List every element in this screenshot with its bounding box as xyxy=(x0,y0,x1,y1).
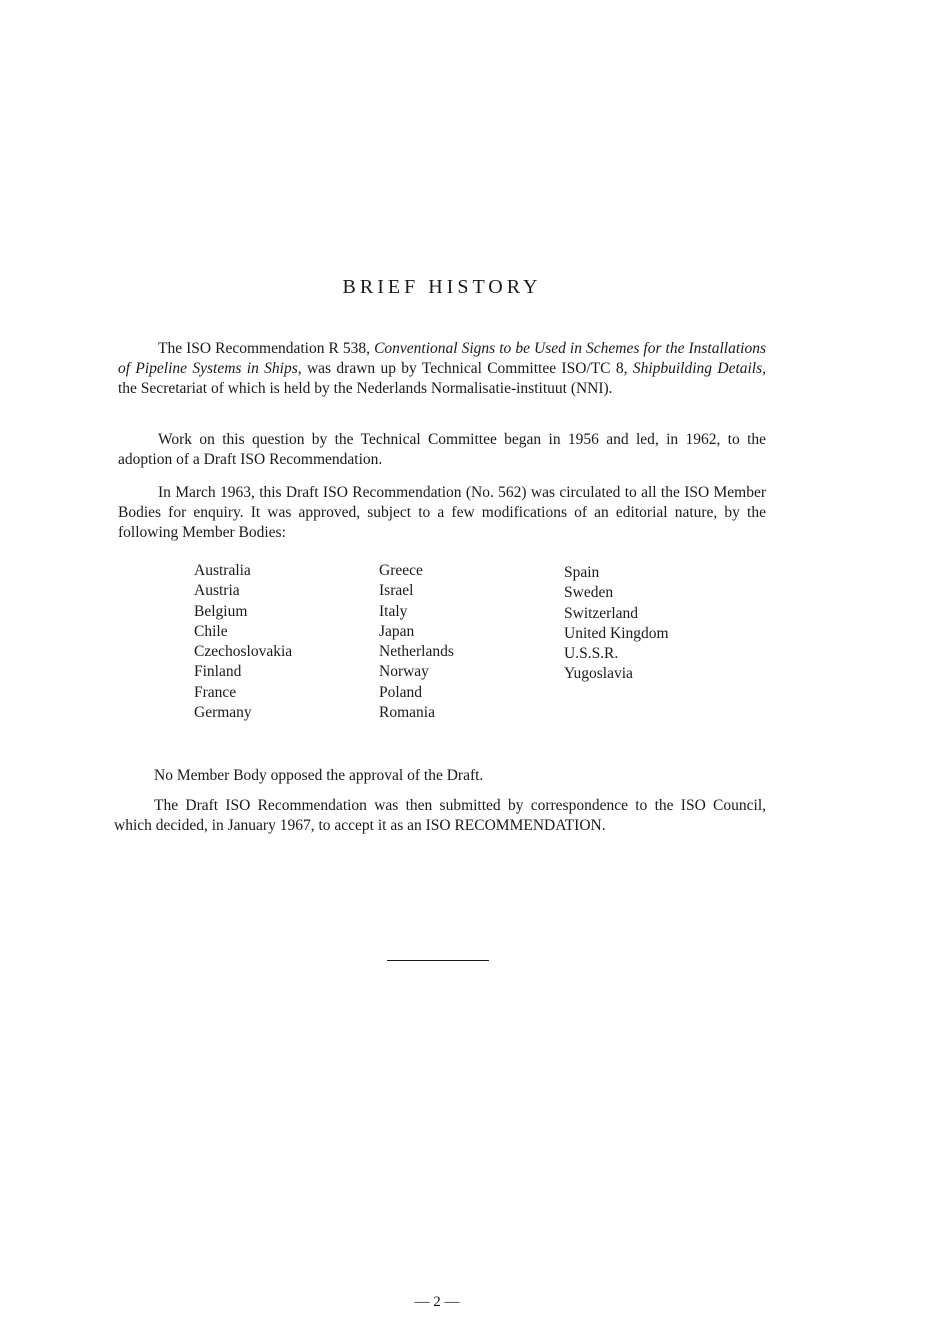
member-body: Yugoslavia xyxy=(564,665,633,683)
member-body: Poland xyxy=(379,683,423,701)
member-bodies-list xyxy=(194,561,754,723)
paragraph-no-opposition xyxy=(114,766,766,786)
member-body: Netherlands xyxy=(379,643,454,661)
page-title: BRIEF HISTORY xyxy=(342,276,542,298)
member-body: Greece xyxy=(379,562,423,579)
member-body: Belgium xyxy=(194,602,248,620)
member-body: Israel xyxy=(379,582,414,600)
member-body: France xyxy=(194,683,237,701)
member-body: Czechoslovakia xyxy=(194,643,293,661)
committee-name: Shipbuilding Details xyxy=(632,360,763,377)
paragraph-history-intro xyxy=(118,339,766,399)
section-divider xyxy=(387,960,489,961)
member-body: Switzerland xyxy=(564,604,639,622)
member-bodies-column-3 xyxy=(564,563,754,723)
member-body: Austria xyxy=(194,582,240,600)
council-decision-text: The Draft ISO Recommendation was then submitted by correspondence to the ISO Council, which decided, in January 1967, to accept it as an ISO RECOMMENDATION. xyxy=(114,797,766,834)
member-body: Sweden xyxy=(564,584,614,602)
member-body: United Kingdom xyxy=(564,624,669,642)
paragraph-enquiry xyxy=(118,483,766,543)
member-bodies-column-2 xyxy=(379,561,564,723)
recommendation-title: Conventional Signs to be Used in Schemes for the Installations of Pipeline Systems in Ships xyxy=(118,340,766,377)
work-history-text: Work on this question by the Technical Committee began in 1956 and led, in 1962, to the adoption of a Draft ISO Recommendation. xyxy=(118,431,766,468)
intro-text-part-3: , the Secretariat of which is held by the Nederlands Normalisatie-instituut (NNI). xyxy=(118,360,767,397)
member-body: Spain xyxy=(564,564,600,581)
member-body: Germany xyxy=(194,704,252,722)
member-body: Finland xyxy=(194,663,242,681)
intro-text-part-1: The ISO Recommendation R 538, xyxy=(158,340,375,357)
member-body: U.S.S.R. xyxy=(564,645,619,663)
member-body: Italy xyxy=(379,602,408,620)
intro-text-part-2: , was drawn up by Technical Committee ISO/TC 8, xyxy=(297,360,633,377)
member-body: Norway xyxy=(379,663,429,681)
page-number: — 2 — xyxy=(414,1294,460,1310)
member-body: Australia xyxy=(194,562,251,579)
member-body: Romania xyxy=(379,704,435,722)
member-body: Chile xyxy=(194,622,228,640)
member-bodies-column-1 xyxy=(194,561,379,723)
enquiry-text: In March 1963, this Draft ISO Recommendation (No. 562) was circulated to all the ISO Member Bodies for enquiry. It was approved, subject to a few modifications of an editorial nature, by the following Member Bodies: xyxy=(118,484,766,541)
member-body: Japan xyxy=(379,622,415,640)
paragraph-work-history xyxy=(118,430,766,470)
paragraph-council-decision xyxy=(114,796,766,836)
no-opposition-text: No Member Body opposed the approval of the Draft. xyxy=(154,767,484,784)
